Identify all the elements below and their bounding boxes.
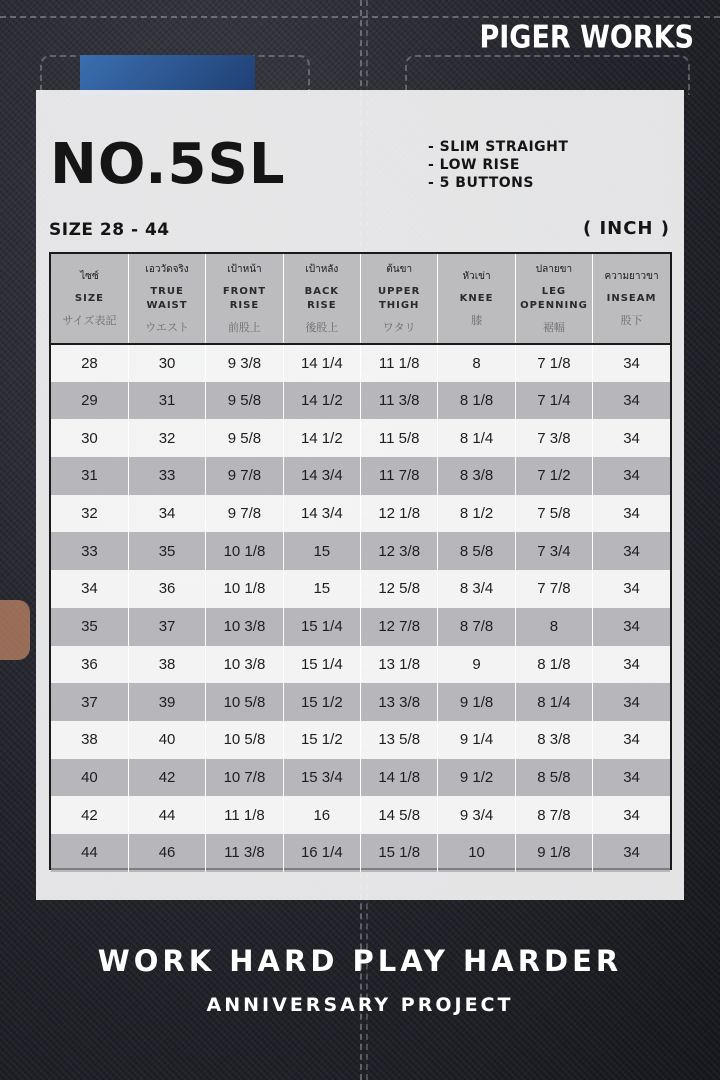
column-header-japanese: 前股上 [227,321,261,334]
column-header-english: FRONT [222,286,267,297]
column-header-japanese: サイズ表記 [62,314,117,327]
table-cell: 34 [593,759,670,797]
table-row [51,834,670,872]
table-cell: 10 7/8 [206,759,283,797]
table-cell: 8 1/2 [438,495,515,533]
column-header-english: OPENNING [520,300,588,311]
table-cell: 9 7/8 [206,457,283,495]
column-header-english: BACK [304,286,340,297]
size-table [49,252,672,870]
table-cell: 10 5/8 [206,683,283,721]
feature-list [428,138,568,192]
table-cell: 8 1/8 [515,646,592,684]
column-header-english: INSEAM [606,293,657,304]
table-cell: 10 [438,834,515,872]
table-cell: 37 [128,608,205,646]
table-cell: 42 [51,796,128,834]
table-cell: 34 [593,796,670,834]
table-cell: 30 [128,344,205,382]
table-cell: 38 [51,721,128,759]
column-header-english: SIZE [74,293,104,304]
table-cell: 34 [593,344,670,382]
column-header-japanese: 後股上 [305,321,339,334]
column-header-english: WAIST [146,300,188,311]
table-cell: 12 3/8 [361,532,438,570]
table-cell: 14 3/4 [283,457,360,495]
size-chart-panel [36,90,684,900]
size-range-label: SIZE 28 - 44 [49,220,170,240]
table-cell: 33 [128,457,205,495]
table-cell: 9 1/8 [438,683,515,721]
column-header [438,254,515,344]
table-cell: 8 7/8 [438,608,515,646]
table-row [51,721,670,759]
feature-item: - LOW RISE [428,157,520,173]
table-cell: 8 3/4 [438,570,515,608]
table-cell: 14 5/8 [361,796,438,834]
table-cell: 34 [128,495,205,533]
table-row [51,344,670,382]
table-cell: 9 1/4 [438,721,515,759]
column-header [51,254,128,344]
table-cell: 28 [51,344,128,382]
pocket-flasher-tag [80,55,255,95]
table-cell: 16 1/4 [283,834,360,872]
table-cell: 31 [51,457,128,495]
back-pocket-right [405,55,690,95]
table-cell: 15 1/8 [361,834,438,872]
column-header-japanese: ワタリ [382,321,416,334]
table-cell: 34 [593,683,670,721]
table-cell: 8 1/4 [515,683,592,721]
table-cell: 35 [128,532,205,570]
table-cell: 36 [51,646,128,684]
table-cell: 40 [128,721,205,759]
column-header [206,254,283,344]
table-cell: 34 [593,834,670,872]
table-cell: 32 [128,419,205,457]
table-cell: 12 1/8 [361,495,438,533]
column-header-english: THIGH [378,300,420,311]
sub-slogan: ANNIVERSARY PROJECT [206,994,514,1016]
table-cell: 16 [283,796,360,834]
column-header-thai: เป้าหน้า [227,264,262,275]
column-header-japanese: 裾幅 [542,321,565,334]
table-cell: 7 5/8 [515,495,592,533]
column-header-english: LEG [541,286,567,297]
column-header-thai: หัวเข่า [462,271,491,282]
table-cell: 7 3/4 [515,532,592,570]
table-cell: 11 7/8 [361,457,438,495]
table-header-row [51,254,670,344]
table-cell: 9 5/8 [206,382,283,420]
table-cell: 14 1/2 [283,419,360,457]
table-cell: 7 7/8 [515,570,592,608]
table-cell: 33 [51,532,128,570]
column-header-thai: เป้าหลัง [305,264,339,275]
column-header-thai: ความยาวขา [604,271,659,282]
table-cell: 11 1/8 [361,344,438,382]
table-cell: 32 [51,495,128,533]
table-cell: 9 5/8 [206,419,283,457]
table-cell: 34 [51,570,128,608]
table-cell: 9 3/4 [438,796,515,834]
table-cell: 44 [128,796,205,834]
table-cell: 8 [438,344,515,382]
table-cell: 8 3/8 [438,457,515,495]
table-cell: 34 [593,608,670,646]
table-cell: 7 1/8 [515,344,592,382]
selvedge-detail [0,600,30,660]
table-cell: 13 3/8 [361,683,438,721]
table-cell: 11 1/8 [206,796,283,834]
table-cell: 11 5/8 [361,419,438,457]
column-header-english: UPPER [378,286,421,297]
table-cell: 13 5/8 [361,721,438,759]
table-cell: 34 [593,495,670,533]
feature-item: - 5 BUTTONS [428,175,534,191]
column-header [128,254,205,344]
table-row [51,683,670,721]
table-row [51,759,670,797]
unit-label: ( INCH ) [582,218,670,239]
table-cell: 9 1/8 [515,834,592,872]
column-header-japanese: 股下 [620,314,643,327]
table-cell: 12 7/8 [361,608,438,646]
column-header [283,254,360,344]
table-cell: 15 1/2 [283,721,360,759]
table-cell: 9 1/2 [438,759,515,797]
brand-logo: PIGER WORKS [479,19,694,56]
table-cell: 9 3/8 [206,344,283,382]
table-cell: 34 [593,457,670,495]
column-header-english: RISE [307,300,337,311]
column-header-thai: เอววัดจริง [145,264,189,275]
table-cell: 29 [51,382,128,420]
table-cell: 7 1/4 [515,382,592,420]
table-cell: 14 1/4 [283,344,360,382]
column-header [593,254,670,344]
table-cell: 10 5/8 [206,721,283,759]
slogan: WORK HARD PLAY HARDER [97,944,623,978]
table-cell: 8 5/8 [515,759,592,797]
table-cell: 36 [128,570,205,608]
column-header-thai: ไซซ์ [80,271,99,282]
table-cell: 7 3/8 [515,419,592,457]
table-cell: 15 1/4 [283,608,360,646]
table-cell: 39 [128,683,205,721]
table-cell: 10 1/8 [206,570,283,608]
table-cell: 8 [515,608,592,646]
table-row [51,608,670,646]
table-cell: 13 1/8 [361,646,438,684]
table-cell: 9 [438,646,515,684]
table-cell: 8 7/8 [515,796,592,834]
table-cell: 12 5/8 [361,570,438,608]
table-cell: 42 [128,759,205,797]
table-row [51,419,670,457]
table-row [51,646,670,684]
table-cell: 40 [51,759,128,797]
table-cell: 8 1/8 [438,382,515,420]
table-row [51,457,670,495]
column-header-thai: ต้นขา [386,264,413,275]
table-cell: 35 [51,608,128,646]
table-cell: 15 3/4 [283,759,360,797]
column-header [515,254,592,344]
feature-item: - SLIM STRAIGHT [428,139,569,155]
table-row [51,495,670,533]
table-cell: 14 3/4 [283,495,360,533]
table-row [51,796,670,834]
table-body [51,344,670,872]
table-cell: 38 [128,646,205,684]
model-title: NO.5SL [50,132,286,197]
table-cell: 11 3/8 [206,834,283,872]
table-cell: 11 3/8 [361,382,438,420]
table-cell: 8 5/8 [438,532,515,570]
table-cell: 9 7/8 [206,495,283,533]
table-cell: 14 1/8 [361,759,438,797]
table-cell: 14 1/2 [283,382,360,420]
table-cell: 34 [593,646,670,684]
column-header-japanese: 膝 [471,314,483,327]
table-cell: 10 1/8 [206,532,283,570]
column-header-japanese: ウエスト [145,321,190,334]
table-cell: 30 [51,419,128,457]
table-cell: 31 [128,382,205,420]
table-cell: 15 [283,532,360,570]
table-cell: 34 [593,721,670,759]
column-header-english: KNEE [459,293,494,304]
table-cell: 15 1/4 [283,646,360,684]
table-cell: 37 [51,683,128,721]
table-row [51,570,670,608]
column-header-english: TRUE [150,286,184,297]
table-cell: 34 [593,419,670,457]
table-row [51,382,670,420]
table-cell: 8 3/8 [515,721,592,759]
table-cell: 15 1/2 [283,683,360,721]
table-cell: 15 [283,570,360,608]
table-cell: 46 [128,834,205,872]
column-header-thai: ปลายขา [535,264,573,275]
table-cell: 7 1/2 [515,457,592,495]
table-cell: 10 3/8 [206,608,283,646]
column-header-english: RISE [229,300,260,311]
table-cell: 34 [593,532,670,570]
table-cell: 8 1/4 [438,419,515,457]
table-cell: 34 [593,382,670,420]
table-cell: 34 [593,570,670,608]
table-row [51,532,670,570]
column-header [361,254,438,344]
table-cell: 10 3/8 [206,646,283,684]
table-cell: 44 [51,834,128,872]
